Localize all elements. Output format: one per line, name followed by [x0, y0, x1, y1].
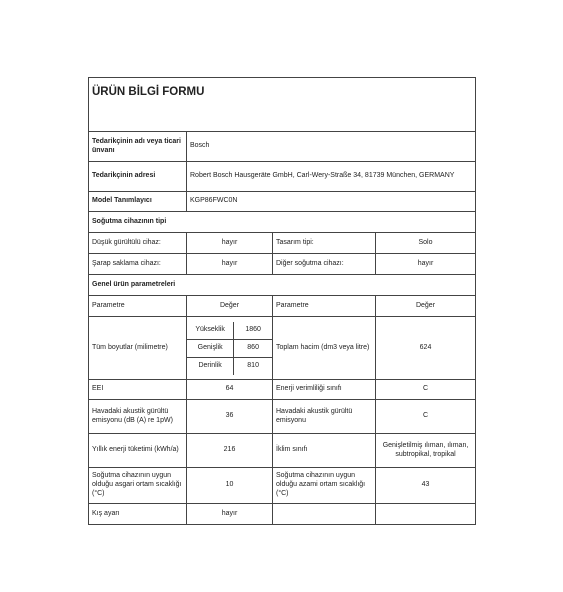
winter-label: Kış ayarı	[89, 504, 187, 525]
supplier-value: Bosch	[187, 132, 476, 162]
dimensions-values	[187, 317, 273, 380]
noise-db-label: Havadaki akustik gürültü emisyonu (dB (A) re 1pW)	[89, 400, 187, 434]
param-header-2: Parametre	[273, 296, 376, 317]
min-temp-label: Soğutma cihazının uygun olduğu asgari ortam sıcaklığı (°C)	[89, 468, 187, 504]
max-temp-label: Soğutma cihazının uygun olduğu azami ortam sıcaklığı (°C)	[273, 468, 376, 504]
address-value: Robert Bosch Hausgeräte GmbH, Carl-Wery-Straße 34, 81739 München, GERMANY	[187, 162, 476, 192]
model-label: Model Tanımlayıcı	[89, 192, 187, 212]
product-info-form	[88, 77, 476, 525]
eei-label: EEI	[89, 380, 187, 400]
min-temp-value: 10	[187, 468, 273, 504]
empty-cell-1	[273, 504, 376, 525]
annual-energy-value: 216	[187, 434, 273, 468]
cooling-type-header: Soğutma cihazının tipi	[89, 212, 476, 233]
low-noise-value: hayır	[187, 233, 273, 254]
noise-db-value: 36	[187, 400, 273, 434]
climate-class-label: İklim sınıfı	[273, 434, 376, 468]
value-header-1: Değer	[187, 296, 273, 317]
energy-class-value: C	[376, 380, 476, 400]
total-volume-value: 624	[376, 317, 476, 380]
wine-label: Şarap saklama cihazı:	[89, 254, 187, 275]
climate-class-value: Genişletilmiş ılıman, ılıman, subtropikal, tropikal	[376, 434, 476, 468]
design-type-value: Solo	[376, 233, 476, 254]
height-value: 1860	[245, 325, 261, 333]
energy-class-label: Enerji verimliliği sınıfı	[273, 380, 376, 400]
depth-value: 810	[234, 357, 272, 375]
eei-value: 64	[187, 380, 273, 400]
depth-label: Derinlik	[187, 357, 234, 375]
width-value: 860	[234, 339, 272, 357]
winter-value: hayır	[187, 504, 273, 525]
general-header: Genel ürün parametreleri	[89, 275, 476, 296]
low-noise-label: Düşük gürültülü cihaz:	[89, 233, 187, 254]
annual-energy-label: Yıllık enerji tüketimi (kWh/a)	[89, 434, 187, 468]
other-value: hayır	[376, 254, 476, 275]
model-value: KGP86FWC0N	[187, 192, 476, 212]
height-label: Yükseklik	[187, 322, 234, 340]
noise-class-label: Havadaki akustik gürültü emisyonu	[273, 400, 376, 434]
empty-cell-2	[376, 504, 476, 525]
value-header-2: Değer	[376, 296, 476, 317]
dimensions-label: Tüm boyutlar (milimetre)	[89, 317, 187, 380]
supplier-label: Tedarikçinin adı veya ticari ünvanı	[89, 132, 187, 162]
address-label: Tedarikçinin adresi	[89, 162, 187, 192]
other-label: Diğer soğutma cihazı:	[273, 254, 376, 275]
wine-value: hayır	[187, 254, 273, 275]
width-label: Genişlik	[187, 339, 234, 357]
param-header-1: Parametre	[89, 296, 187, 317]
design-type-label: Tasarım tipi:	[273, 233, 376, 254]
noise-class-value: C	[376, 400, 476, 434]
form-title: ÜRÜN BİLGİ FORMU	[89, 78, 476, 132]
max-temp-value: 43	[376, 468, 476, 504]
total-volume-label: Toplam hacim (dm3 veya litre)	[273, 317, 376, 380]
